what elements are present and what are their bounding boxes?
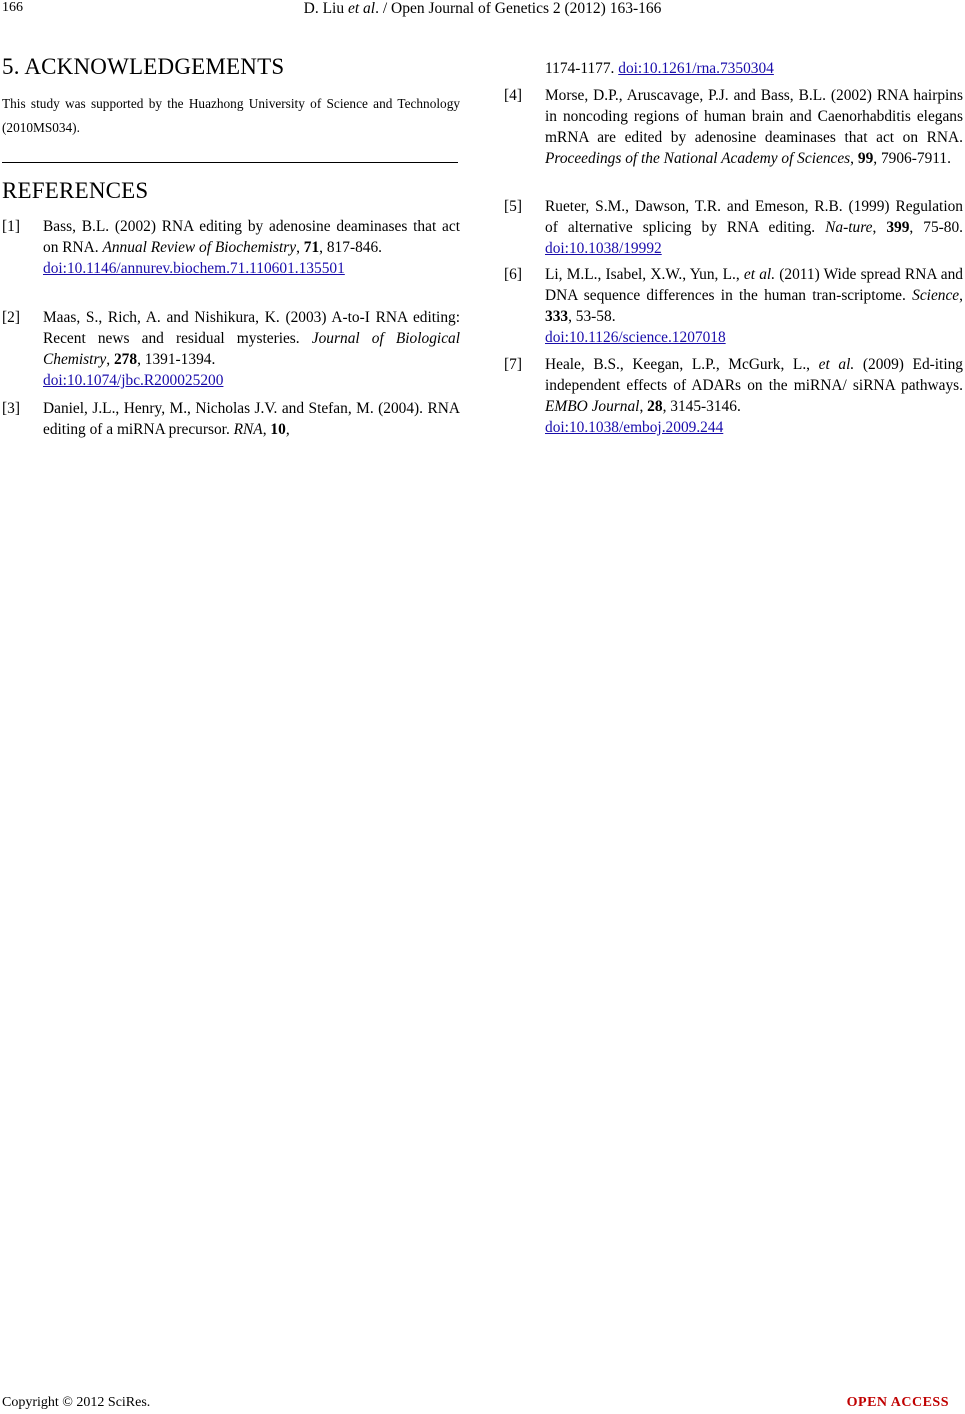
reference-item: [1] Bass, B.L. (2002) RNA editing by adenosine deaminases that act on RNA. Annual Review of Biochemistry, 71, 817-846. doi:10.1146/annurev.biochem.71.110601.135501 xyxy=(2,218,460,277)
reference-item: [4] Morse, D.P., Aruscavage, P.J. and Bass, B.L. (2002) RNA hairpins in noncoding regions of human brain and Caenorhabditis elegans mRNA are edited by adenosine deaminases that act on RNA. Proceedings of the National Academy of Sciences, 99, 7906-7911. xyxy=(504,87,963,167)
reference-item: [5] Rueter, S.M., Dawson, T.R. and Emeson, R.B. (1999) Regulation of alternative splicing by RNA editing. Na-ture, 399, 75-80. doi:10.1038/19992 xyxy=(504,198,964,257)
doi-link[interactable]: doi:10.1074/jbc.R200025200 xyxy=(43,372,224,389)
section-divider xyxy=(2,162,458,163)
reference-continuation: 1174-1177. doi:10.1261/rna.7350304 xyxy=(545,60,774,77)
reference-number: [2] xyxy=(2,309,20,326)
doi-link[interactable]: doi:10.1126/science.1207018 xyxy=(545,329,726,346)
running-title: D. Liu et al. / Open Journal of Genetics 2 (2012) 163-166 xyxy=(303,0,662,17)
doi-link[interactable]: doi:10.1261/rna.7350304 xyxy=(618,60,774,77)
reference-item: [7] Heale, B.S., Keegan, L.P., McGurk, L., et al. (2009) Ed-iting independent effects of ADARs on the miRNA/ siRNA pathways. EMBO Journal, 28, 3145-3146. doi:10.1038/emboj.2009.244 xyxy=(504,356,964,436)
doi-link[interactable]: doi:10.1038/19992 xyxy=(545,240,662,257)
copyright-notice: Copyright © 2012 SciRes. xyxy=(2,1395,151,1410)
reference-item: [3] Daniel, J.L., Henry, M., Nicholas J.V. and Stefan, M. (2004). RNA editing of a miRNA precursor. RNA, 10, xyxy=(2,400,460,438)
reference-number: [1] xyxy=(2,218,20,235)
open-access-badge: OPEN ACCESS xyxy=(846,1395,949,1410)
acknowledgements-text: This study was supported by the Huazhong University of Science and Technology (2010MS034). xyxy=(2,96,460,135)
reference-number: [3] xyxy=(2,400,20,417)
reference-number: [7] xyxy=(504,356,522,373)
references-heading: REFERENCES xyxy=(2,178,149,203)
reference-number: [4] xyxy=(504,87,522,104)
reference-number: [5] xyxy=(504,198,522,215)
reference-item: [6] Li, M.L., Isabel, X.W., Yun, L., et al. (2011) Wide spread RNA and DNA sequence differences in the human tran-scriptome. Science, 333, 53-58. doi:10.1126/science.1207018 xyxy=(504,266,964,346)
reference-item: [2] Maas, S., Rich, A. and Nishikura, K. (2003) A-to-I RNA editing: Recent news and residual mysteries. Journal of Biological Chemistry, 278, 1391-1394. doi:10.1074/jbc.R200025200 xyxy=(2,309,461,389)
page-number: 166 xyxy=(2,0,23,15)
acknowledgements-heading: 5. ACKNOWLEDGEMENTS xyxy=(2,54,285,79)
doi-link[interactable]: doi:10.1146/annurev.biochem.71.110601.135501 xyxy=(43,260,345,277)
reference-number: [6] xyxy=(504,266,522,283)
doi-link[interactable]: doi:10.1038/emboj.2009.244 xyxy=(545,419,724,436)
